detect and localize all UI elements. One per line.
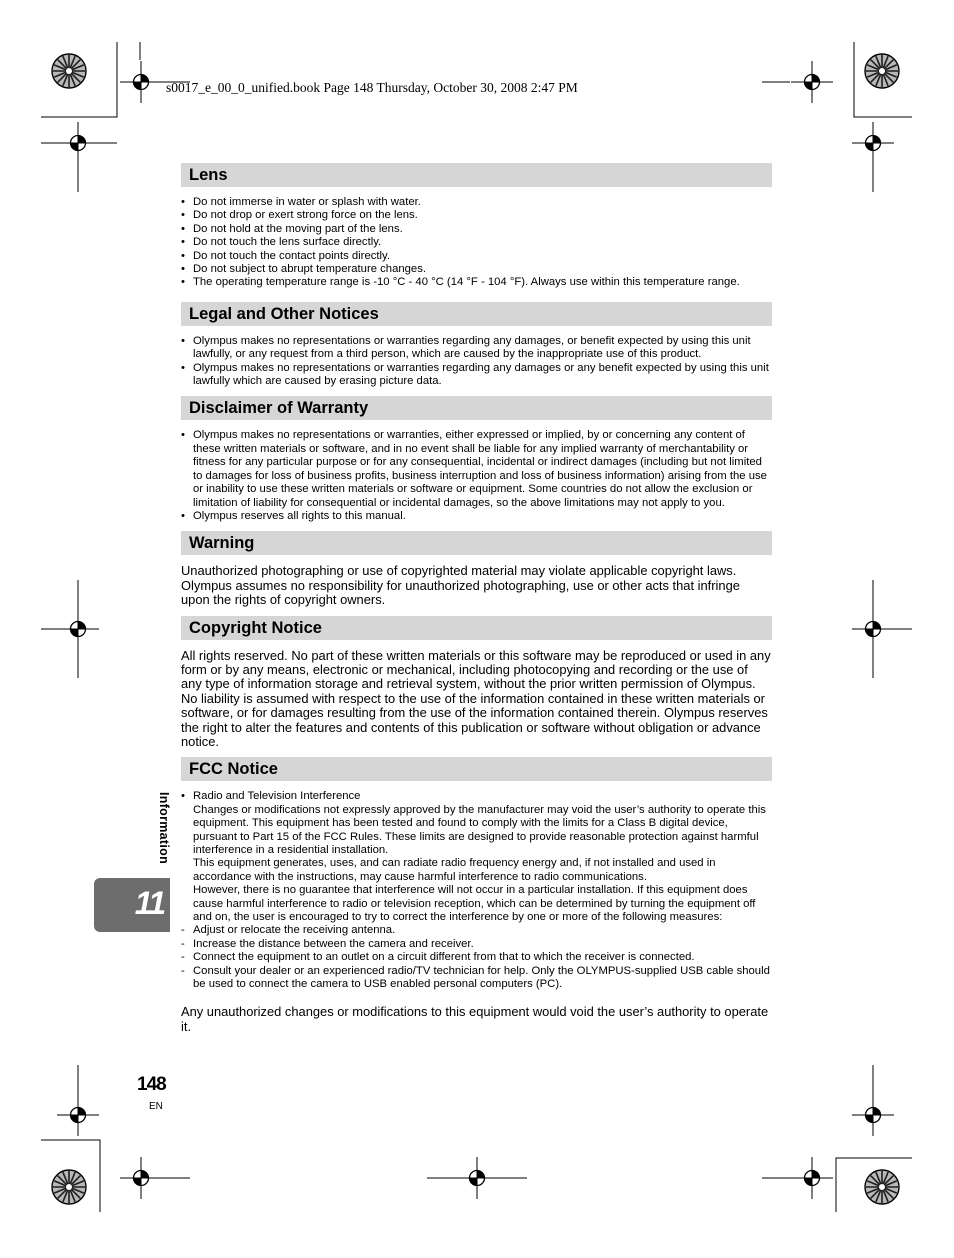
list-item: • Do not drop or exert strong force on the lens. (181, 209, 772, 222)
fcc-list (181, 790, 772, 924)
fcc-measures-list (181, 924, 772, 991)
list-item: - Connect the equipment to an outlet on a circuit different from that to which the receiver is connected. (181, 951, 772, 964)
list-item: • Do not hold at the moving part of the lens. (181, 223, 772, 236)
chapter-side-label: Information (157, 792, 171, 865)
section-legal (181, 302, 772, 389)
section-title-warning: Warning (181, 531, 772, 555)
page-number: 148 (137, 1074, 166, 1095)
list-item: • Olympus makes no representations or warranties, either expressed or implied, by or concerning any content of these written materials or software, and in no event shall be liable for any implied warranty of merchantability or fitness for any particular purpose or for any consequential, incidental or indirect damages (including but not limited to damages for loss of business profits, business interruption and loss of business information) arising from the use or inability to use these written materials or software or equipment. Some countries do not allow the exclusion or limitation of liability for consequential or incidental damages, so the above limitations may not apply to you. (181, 429, 772, 509)
list-item: • Do not touch the contact points directly. (181, 250, 772, 263)
list-item: - Consult your dealer or an experienced radio/TV technician for help. Only the OLYMPUS-supplied USB cable should be used to connect the camera to USB enabled personal computers (PC). (181, 965, 772, 992)
chapter-tab (94, 878, 170, 932)
section-title-legal: Legal and Other Notices (181, 302, 772, 326)
lens-list (181, 196, 772, 290)
list-item: • The operating temperature range is -10 °C - 40 °C (14 °F - 104 °F). Always use within this temperature range. (181, 276, 772, 289)
print-slug: s0017_e_00_0_unified.book Page 148 Thursday, October 30, 2008 2:47 PM (166, 80, 578, 95)
section-title-disclaimer: Disclaimer of Warranty (181, 396, 772, 420)
section-fcc (181, 757, 772, 1034)
section-title-copyright: Copyright Notice (181, 616, 772, 640)
section-warning (181, 531, 772, 607)
page-language: EN (149, 1101, 163, 1112)
fcc-closing-text: Any unauthorized changes or modifications to this equipment would void the user’s authority to operate it. (181, 1004, 769, 1034)
list-item: - Adjust or relocate the receiving antenna. (181, 924, 772, 937)
list-item: • Olympus reserves all rights to this manual. (181, 510, 772, 523)
list-item: • Do not immerse in water or splash with water. (181, 196, 772, 209)
legal-list (181, 335, 772, 389)
section-copyright (181, 616, 772, 750)
list-item: • Do not touch the lens surface directly. (181, 236, 772, 249)
list-item: • Do not subject to abrupt temperature changes. (181, 263, 772, 276)
list-item: • Olympus makes no representations or warranties regarding any damages, or benefit expected by using this unit lawfully, or any request from a third person, which are caused by the inappropriate use of this product. (181, 335, 772, 362)
fcc-paragraph: Changes or modifications not expressly approved by the manufacturer may void the user’s authority to operate this equipment. This equipment has been tested and found to comply with the limits for a Class B digital device, pursuant to Part 15 of the FCC Rules. These limits are designed to provide reasonable protection against harmful interference in a residential installation. (193, 803, 766, 856)
list-item (181, 790, 772, 924)
section-disclaimer (181, 396, 772, 523)
chapter-number: 11 (134, 885, 164, 921)
warning-text: Unauthorized photographing or use of copyrighted material may violate applicable copyright laws. Olympus assumes no responsibility for unauthorized photographing, use or other acts that infringe upon the rights of copyright owners. (181, 563, 740, 608)
fcc-item-title: • Radio and Television Interference (193, 790, 361, 803)
list-item: - Increase the distance between the camera and receiver. (181, 938, 772, 951)
copyright-text: All rights reserved. No part of these written materials or this software may be reproduced or used in any form or by any means, electronic or mechanical, including photocopying and recording or the use of any type of information storage and retrieval system, without the prior written permission of Olympus. No liability is assumed with respect to the use of the information contained in these written materials or software, or for damages resulting from the use of the information contained therein. Olympus reserves the right to alter the features and contents of this publication or software without obligation or advance notice. (181, 647, 771, 749)
fcc-paragraph: This equipment generates, uses, and can radiate radio frequency energy and, if not installed and used in accordance with the instructions, may cause harmful interference to radio communications. (193, 857, 716, 883)
fcc-paragraph: However, there is no guarantee that interference will not occur in a particular installation. If this equipment does cause harmful interference to radio or television reception, which can be determined by turning the equipment off and on, the user is encouraged to try to correct the interference by one or more of the following measures: (193, 884, 756, 924)
list-item: • Olympus makes no representations or warranties regarding any damages or any benefit expected by using this unit lawfully which are caused by erasing picture data. (181, 362, 772, 389)
section-title-lens: Lens (181, 163, 772, 187)
page-content (181, 163, 772, 1034)
section-title-fcc: FCC Notice (181, 757, 772, 781)
section-lens (181, 163, 772, 290)
disclaimer-list (181, 429, 772, 523)
